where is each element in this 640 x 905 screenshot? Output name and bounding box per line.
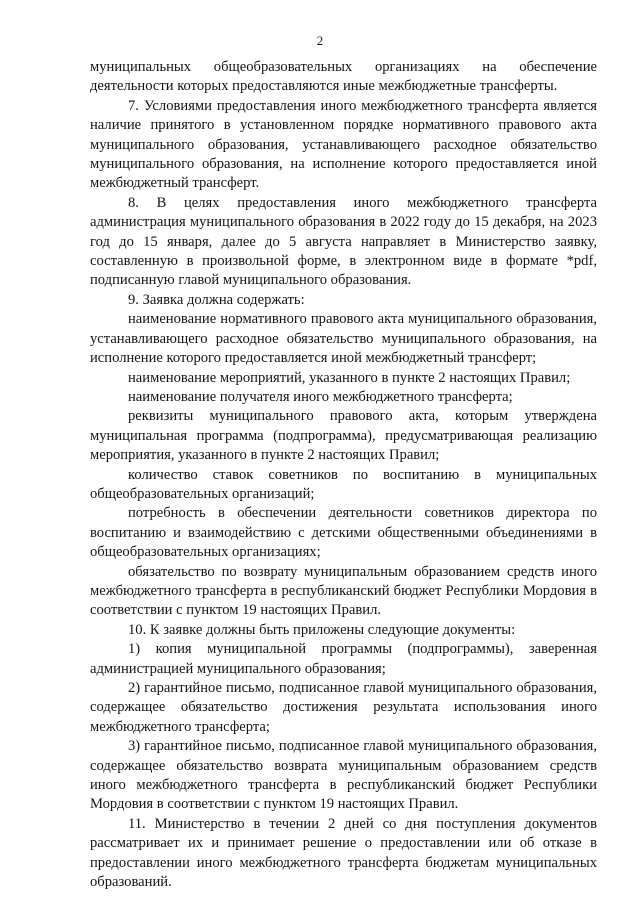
list-item: наименование нормативного правового акта муниципального образования, устанавливающего расходное обязательство муниципального образования, на исполнение которого предоставляется иной межбюджетный трансферт; — [90, 311, 597, 367]
list-item: количество ставок советников по воспитанию в муниципальных общеобразовательных организаций; — [90, 466, 597, 502]
paragraph-10: 10. К заявке должны быть приложены следующие документы: — [128, 621, 516, 638]
paragraph-11: 11. Министерство в течении 2 дней со дня поступления документов рассматривает их и принимает решение о предоставлении или об отказе в предоставлении иного межбюджетного трансферта бюджетам муниципальных образований. — [90, 815, 597, 891]
paragraph-7: 7. Условиями предоставления иного межбюджетного трансферта является наличие принятого в установленном порядке нормативного правового акта муниципального образования, устанавливающего расходное обязательство муниципального образования, на исполнение которого предоставляется иной межбюджетный трансферт. — [90, 97, 597, 192]
paragraph-8: 8. В целях предоставления иного межбюджетного трансферта администрация муниципального образования в 2022 году до 15 декабря, на 2023 год до 15 января, далее до 5 августа направляет в Министерство заявку, составленную в произвольной форме, в электронном виде в формате *pdf, подписанную главой муниципального образования. — [90, 194, 597, 289]
list-item: 2) гарантийное письмо, подписанное главой муниципального образования, содержащее обязательство достижения результата использования иного межбюджетного трансферта; — [90, 680, 597, 735]
list-item: 1) копия муниципальной программы (подпрограммы), заверенная администрацией муниципального образования; — [90, 641, 597, 677]
list-item: обязательство по возврату муниципальным образованием средств иного межбюджетного трансферта в республиканский бюджет Республики Мордовия в соответствии с пунктом 19 настоящих Правил. — [90, 563, 597, 619]
list-item: реквизиты муниципального правового акта, которым утверждена муниципальная программа (подпрограмма), предусматривающая реализацию мероприятия, указанного в пункте 2 настоящих Правил; — [90, 408, 597, 464]
list-item: 3) гарантийное письмо, подписанное главой муниципального образования, содержащее обязательство возврата муниципальным образованием средств иного межбюджетного трансферта в республиканский бюджет Республики Мордовия в соответствии с пунктом 19 настоящих Правил. — [90, 738, 597, 813]
list-item: наименование мероприятий, указанного в пункте 2 настоящих Правил; — [128, 369, 571, 386]
list-item: наименование получателя иного межбюджетного трансферта; — [128, 388, 513, 405]
document-body — [90, 58, 597, 892]
paragraph-continuation: муниципальных общеобразовательных организациях на обеспечение деятельности которых предоставляются иные межбюджетные трансферты. — [90, 59, 597, 95]
list-item: потребность в обеспечении деятельности советников директора по воспитанию и взаимодействию с детскими общественными объединениями в общеобразовательных организациях; — [90, 505, 597, 561]
paragraph-9: 9. Заявка должна содержать: — [128, 291, 305, 308]
page-number: 2 — [316, 33, 324, 48]
